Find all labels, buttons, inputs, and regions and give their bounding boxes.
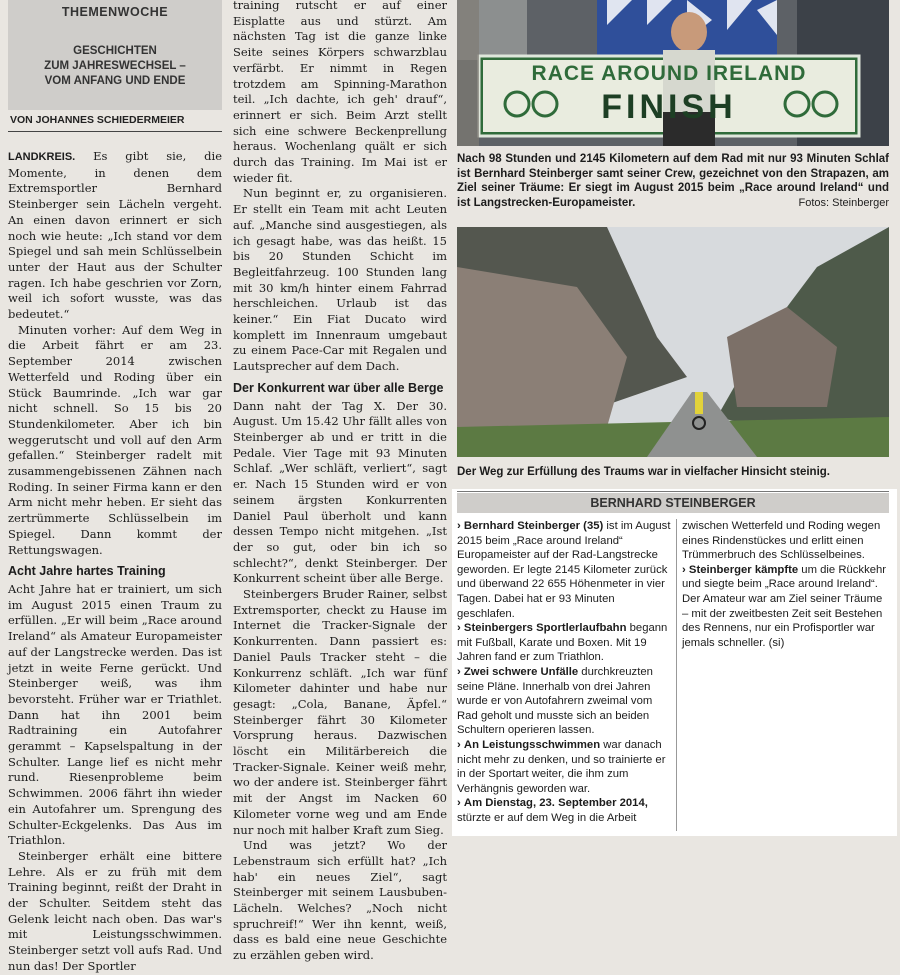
info-box-title: BERNHARD STEINBERGER	[590, 496, 756, 510]
info-box-column-rule	[676, 519, 677, 831]
paragraph: Steinbergers Bruder Rainer, selbst Extremsporter, checkt zu Hause im Internet die Tracker-Signale der Konkurrenten. Dann passiert es: Daniel Pauls Tracker steht – die Konkurrenz schläft. „Ich war fünf Kilometer dahinter und habe nur gesagt: „Cola, Banane, Äpfel.“ Steinberger fährt 30 Kilometer Vorsprung heraus. Dazwischen löscht ein Militärbereich die Tracker-Signale. Keiner weiß mehr, wo der andere ist. Steinberger fährt mit der Angst im Nacken 60 Kilometer vorne weg und am Ende nur noch mit halber Kraft zum Sieg.	[233, 587, 447, 837]
info-item: › Zwei schwere Unfälle durchkreuzten seine Pläne. Innerhalb von drei Jahren wurde er von Autofahrern zweimal vom Rad geholt und musste sich an beiden Schultern operieren lassen.	[457, 665, 653, 737]
article-column-2	[233, 0, 447, 964]
dateline: LANDKREIS.	[8, 151, 76, 163]
series-line-1: GESCHICHTEN	[73, 45, 157, 57]
info-item: › Steinbergers Sportlerlaufbahn begann mit Fußball, Karate und Boxen. Mit 19 Jahren fand er zum Triathlon.	[457, 622, 668, 664]
paragraph: Nun beginnt er, zu organisieren. Er stellt ein Team mit acht Leuten auf. „Manche sind ausgestiegen, als ich gesagt habe, was das heißt. 15 bis 20 Stunden Schicht im Begleitfahrzeug. 100 Stunden lang mit 30 km/h hinter einem Fahrrad herschleichen. Urlaub ist das keiner.“ Ein Fiat Ducato wird komplett im Innenraum umgebaut zu einem Pace-Car mit Regalen und Lautsprecher auf dem Dach.	[233, 186, 447, 374]
info-item: › An Leistungsschwimmen war danach nicht mehr zu denken, und so trainierte er in der Sportart weiter, die ihm zum Verhängnis geworden war.	[457, 738, 666, 795]
byline-rule	[8, 131, 222, 132]
banner-bottom-text: FINISH	[601, 88, 737, 126]
lead-paragraph: LANDKREIS. Es gibt sie, die Momente, in denen dem Extremsportler Bernhard Steinberger sein Lächeln vergeht. An einen davon erinnert er sich noch wie heute: „Ich stand vor dem Spiegel und sah mein Schlüsselbein unter der Haut aus der Schulter ragen. Ich habe geschrien vor Zorn, weil ich sofort wusste, was das bedeutet.“	[8, 149, 222, 322]
info-item: › Steinberger kämpfte um die Rückkehr und siegte beim „Race around Ireland“. Der Amateur war am Ziel seiner Träume – mit der zweitbesten Zeit seit Bestehen des Rennens, nur ein Profisportler war jemals schneller. (si)	[682, 563, 887, 649]
series-title	[8, 44, 222, 89]
info-item-continued: zwischen Wetterfeld und Roding wegen eines Rindenstückes und erlitt einen Trümmerbruch des Schlüsselbeines.	[682, 520, 881, 562]
info-item: › Bernhard Steinberger (35) ist im August 2015 beim „Race around Ireland“ Europameister auf der Rad-Langstrecke geworden. Er legte 2145 Kilometer zurück und überwand 22 655 Höhenmeter in vier Tagen. Dabei hat er 93 Minuten geschlafen.	[457, 520, 671, 620]
photo-credit: Fotos: Steinberger	[798, 197, 889, 209]
banner-top-text: RACE AROUND IRELAND	[531, 62, 807, 85]
article-column-1	[8, 149, 222, 975]
paragraph: Dann naht der Tag X. Der 30. August. Um 15.42 Uhr fällt alles von Steinberger ab und er tritt in die Pedale. Vier Tage mit 93 Minuten Schlaf. „Wer schläft, verliert“, sagt er. Nach 15 Stunden wird er von seinem ärgsten Konkurrenten Daniel Paul überholt und kann dessen Tempo nicht mitgehen. „Ist der so gut, oder bin ich so schlecht?“, denkt Steinberger. Der Konkurrent scheint über alle Berge.	[233, 398, 447, 586]
valley-photo-caption: Der Weg zur Erfüllung des Traums war in vielfacher Hinsicht steinig.	[457, 466, 830, 478]
series-line-2: ZUM JAHRESWECHSEL –	[44, 60, 186, 72]
info-item: › Am Dienstag, 23. September 2014, stürzte er auf dem Weg in die Arbeit	[457, 797, 648, 824]
info-box-rule-top	[457, 491, 889, 492]
paragraph: Steinberger erhält eine bittere Lehre. Als er zu früh mit dem Training beginnt, reißt der Draht in der Schulter. Seitdem steht das Gelenk leicht nach oben. Das war's mit Leistungsschwimmen. Steinberger setzt voll aufs Rad. Und nun das! Der Sportler	[8, 848, 222, 973]
subheading: Acht Jahre hartes Training	[8, 564, 166, 579]
finish-photo-caption: Nach 98 Stunden und 2145 Kilometern auf dem Rad mit nur 93 Minuten Schlaf ist Bernhard Steinberger samt seiner Crew, gezeichnet von den Strapazen, am Ziel seiner Träume: Er siegt im August 2015 beim „Race around Ireland“ und ist Langstrecken-Europameister.	[457, 153, 889, 209]
paragraph: training rutscht er auf einer Eisplatte aus und stürzt. Am nächsten Tag ist die ganze linke Seite seines Körpers schwarzblau verfärbt. Er nimmt in Regen trotzdem am Spinning-Marathon teil. „Ich dachte, ich geh' drauf“, erinnert er sich. Beim Arzt stellt sich eine schwere Beckenprellung heraus. Wochenlang quält er sich durch das Training. Im Mai ist er wieder fit.	[233, 0, 447, 185]
byline: VON JOHANNES SCHIEDERMEIER	[10, 114, 185, 126]
paragraph: Acht Jahre hat er trainiert, um sich im August 2015 einen Traum zu erfüllen. „Er will beim „Race around Ireland“ als Amateur Europameister auf der Langstrecke werden. Das ist jetzt in weite Ferne gerückt. Und Steinberger weiß, was ihm bevorsteht. Früher war er Triathlet. Dann hat ihn 2001 beim Radtraining ein Autofahrer gerammt – Kapselspaltung in der Schulter. Lange lief es nicht mehr rund. Riesenprobleme beim Schwimmen. 2006 fährt ihn wieder ein Autofahrer um. Sprengung des Schulter-Eckgelenks. Das Aus im Triathlon.	[8, 581, 222, 848]
subheading: Der Konkurrent war über alle Berge	[233, 380, 444, 395]
valley-photo	[457, 227, 889, 457]
finish-photo	[457, 0, 889, 146]
paragraph: Minuten vorher: Auf dem Weg in die Arbeit fährt er am 23. September 2014 zwischen Wetterfeld und Roding über ein Stück Baumrinde. „Ich war gar nicht schnell. So 15 bis 20 Stundenkilometer. Aber ich bin weggerutscht und voll auf den Arm gefallen.“ Steinberger radelt mit zusammengebissenen Zähnen nach Roding. In seiner Firma kann er den Arm nicht mehr heben. Er sieht das zertrümmerte Schlüsselbein im Spiegel. Dann kommt der Rettungswagen.	[8, 322, 222, 557]
info-box-left-column	[457, 519, 671, 825]
valley-photo-art	[457, 227, 889, 457]
section-label: THEMENWOCHE	[61, 5, 169, 19]
paragraph: Und was jetzt? Wo der Lebenstraum sich erfüllt hat? „Ich hab' ein neues Ziel“, sagt Steinberger mit seinem Lausbuben-Lächeln. Welches? „Noch nicht spruchreif!“ Wer ihn kennt, weiß, dass es bald eine neue Geschichte zu erzählen geben wird.	[233, 838, 447, 963]
info-box-right-column	[682, 519, 890, 650]
series-line-3: VOM ANFANG UND ENDE	[44, 75, 186, 87]
